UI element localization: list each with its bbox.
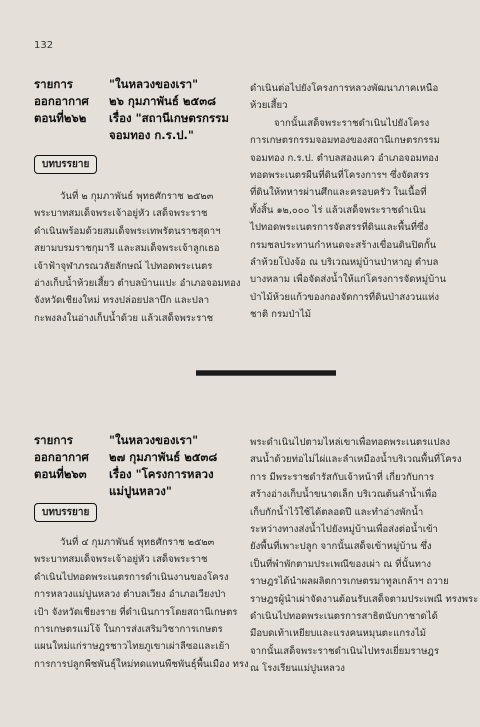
episode-label: ตอนที่๒๖๒ [34, 111, 87, 125]
text-line: กะพงลงในอ่างเก็บน้ำด้วย แล้วเสด็จพระราช [34, 312, 214, 324]
text-line: ทั้งสิ้น ๑๒,๐๐๐ ไร่ แล้วเสด็จพระราชดำเนิน [250, 204, 426, 216]
text-line: การเกษตรกรรมจอมทองของสถานีเกษตรกรรม [250, 135, 440, 147]
airdate-label: ออกอากาศ [34, 450, 89, 464]
text-line: การหลวงแม่ปูนหลวง ตำบลเวียง อำเภอเวียงป่า [34, 589, 226, 601]
text-line: ราษฎรผู้นำเผ่าจัดงานต้อนรับเสด็จตามประเพณี ทรงพระ [250, 593, 479, 605]
episode-title-cont: จอมทอง ก.ร.ป." [109, 128, 194, 142]
text-line: สนน้ำด้วยท่อไม่ไผ่และลำเหมืองน้ำบริเวณพื้นที่โครง [250, 454, 462, 466]
text-line: แผนใหม่แก่ราษฎรชาวไทยภูเขาเผ่าลีซอและเย้า [34, 641, 230, 653]
text-line: พระบาทสมเด็จพระเจ้าอยู่หัว เสด็จพระราช [34, 208, 208, 220]
airdate-value: ๒๖ กุมภาพันธ์ ๒๕๓๘ [109, 94, 216, 108]
text-line: ระหว่างทางส่งน้ำไปยังหมู่บ้านเพื่อส่งต่อน้ำเข้า [250, 524, 438, 536]
text-line: การ มีพระราชดำรัสกับเจ้าหน้าที่ เกี่ยวกับการ [250, 471, 435, 483]
text-line: ยังพื้นที่เพาะปลูก จากนั้นเสด็จเข้าหมู่บ้าน ซึ่ง [250, 541, 432, 553]
text-line: ดำเนินต่อไปยังโครงการหลวงพัฒนาภาคเหนือ [250, 83, 439, 94]
text-line: การเกษตรแม่โจ้ ในการส่งเสริมวิชาการเกษตร [34, 624, 223, 636]
article2-left-column [34, 534, 249, 673]
text-line: ดำเนินไปทอดพระเนตรการดำเนินงานของโครง [34, 571, 229, 583]
text-line: เจ้าฟ้าจุฬาภรณวลัยลักษณ์ ไปทอดพระเนตร [34, 260, 213, 272]
text-line: จอมทอง ก.ร.ป. ตำบลสองแคว อำเภอจอมทอง [250, 152, 439, 164]
page-number: 132 [34, 40, 54, 51]
program-title: "ในหลวงของเรา" [109, 433, 199, 447]
text-line: ณ โรงเรียนแม่ปูนหลวง [250, 663, 345, 675]
program-label: รายการ [34, 77, 73, 91]
article1-right-column [250, 80, 450, 324]
text-line: จังหวัดเชียงใหม่ ทรงปล่อยปลาบึก และปลา [34, 295, 210, 307]
episode-title: เรื่อง "สถานีเกษตรกรรม [109, 111, 229, 125]
text-line: ลำห้วยโป่งจ้อ ณ บริเวณหมู่บ้านป่าหาญ ตำบล [250, 257, 439, 269]
text-line: สร้างอ่างเก็บน้ำขนาดเล็ก บริเวณต้นลำน้ำเพื่อ [250, 489, 437, 501]
text-line: ชาติ กรมป่าไม้ [250, 309, 312, 321]
episode-title-cont: แม่ปูนหลวง" [109, 484, 172, 498]
text-line: พระดำเนินไปตามไหล่เขาเพื่อทอดพระเนตรแปลง [250, 437, 451, 448]
text-line: บางหลาม เพื่อจัดส่งน้ำให้แก่โครงการจัดหมู่บ้าน [250, 274, 447, 286]
article2-header [34, 432, 217, 500]
text-line: จากนั้นเสด็จพระราชดำเนินไปยังโครง [274, 117, 430, 129]
text-line: เป็นที่พำพักตามประเพณีของเผ่า ณ ที่นั้นทาง [250, 558, 432, 570]
text-line: วันที่ ๒ กุมภาพันธ์ พุทธศักราช ๒๕๒๓ [60, 191, 214, 202]
article1-header [34, 76, 229, 144]
article2-right-column [250, 434, 479, 678]
article1-badge: บทบรรยาย [34, 155, 97, 174]
text-line: อ่างเก็บน้ำห้วยเสี้ยว ตำบลบ้านแปะ อำเภอจอมทอง [34, 278, 241, 290]
text-line: เก็บกักน้ำไว้ใช้ได้ตลอดปี และทำอ่างพักน้ำ [250, 506, 424, 518]
text-line: จากนั้นเสด็จพระราชดำเนินไปทรงเยี่ยมราษฎร [250, 645, 439, 657]
text-line: ที่ดินให้ทหารผ่านศึกและครอบครัว ในเนื้อที่ [250, 187, 427, 199]
text-line: การการปลูกพืชพันธุ์ใหม่ทดแทนพืชพันธุ์พื้นเมือง ทรง [34, 658, 249, 670]
text-line: พระบาทสมเด็จพระเจ้าอยู่หัว เสด็จพระราช [34, 554, 208, 566]
text-line: ดำเนินพร้อมด้วยสมเด็จพระเทพรัตนราชสุดาฯ [34, 225, 221, 237]
text-line: มือบดเท้าเหยียบและแรงคนหมุนตะแกรงไม้ [250, 628, 427, 640]
text-line: ป่าไม้ห้วยแก้วของกองจัดการที่ดินป่าสงวนแห่ง [250, 291, 440, 303]
text-line: สยามบรมราชกุมารี และสมเด็จพระเจ้าลูกเธอ [34, 243, 220, 255]
text-line: ทอดพระเนตรผืนที่ดินที่โครงการฯ ซึ่งจัดสรร [250, 170, 430, 182]
article1-left-column [34, 188, 241, 327]
text-line: วันที่ ๔ กุมภาพันธ์ พุทธศักราช ๒๕๒๓ [60, 537, 215, 548]
text-line: ห้วยเสี้ยว [250, 100, 288, 112]
program-label: รายการ [34, 433, 73, 447]
episode-title: เรื่อง "โครงการหลวง [109, 467, 214, 481]
article2-badge: บทบรรยาย [34, 503, 97, 522]
airdate-label: ออกอากาศ [34, 94, 89, 108]
episode-label: ตอนที่๒๖๓ [34, 467, 87, 481]
section-divider [196, 370, 336, 376]
text-line: เป้า จังหวัดเชียงราย ที่ดำเนินการโดยสถานีเกษตร [34, 606, 238, 618]
text-line: ราษฎรได้นำผลผลิตการเกษตรมาทูลเกล้าฯ ถวาย [250, 576, 449, 588]
program-title: "ในหลวงของเรา" [109, 77, 199, 91]
text-line: ไปทอดพระเนตรการจัดสรรที่ดินและพื้นที่ซึ่ง [250, 222, 429, 234]
text-line: ดำเนินไปทอดพระเนตรการสาธิตนับกาชาดได้ [250, 611, 438, 623]
airdate-value: ๒๗ กุมภาพันธ์ ๒๕๓๘ [109, 450, 218, 464]
text-line: กรมชลประทานกำหนดจะสร้างเขื่อนดินปิดกั้น [250, 239, 437, 251]
